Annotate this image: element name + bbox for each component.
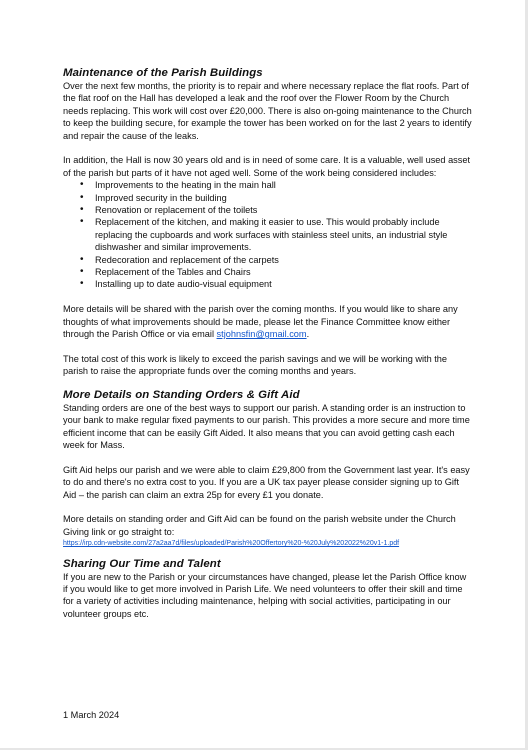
list-item: • Redecoration and replacement of the carpets bbox=[95, 254, 473, 266]
footer-date: 1 March 2024 bbox=[63, 710, 120, 720]
list-item: • Installing up to date audio-visual equipment bbox=[95, 278, 473, 290]
list-item: • Renovation or replacement of the toilets bbox=[95, 204, 473, 216]
offertory-pdf-link[interactable]: https://irp.cdn-website.com/27a2aa7d/files/uploaded/Parish%20Offertory%20-%20July%202022%20v1-1.pdf bbox=[63, 540, 400, 548]
list-item: • Improvements to the heating in the main hall bbox=[95, 179, 473, 191]
standing-orders-paragraph-1: Standing orders are one of the best ways to support our parish. A standing order is an instruction to your bank to make regular fixed payments to our parish. This provides a more secure and more time efficient income that can be easily Gift Aided. It also means that you can avoid getting cash each week for Mass. bbox=[63, 402, 470, 450]
maintenance-paragraph-1: Over the next few months, the priority is to repair and where necessary replace the flat roofs. Part of the flat roof on the Hall has developed a leak and the roof over the Flower Room by the Church needs replacing. This work will cost over £20,000. There is also on-going maintenance to the Church to keep the building secure, for example the tower has been worked on for the last 2 years to identify and repair the cause of the leaks. bbox=[63, 81, 472, 141]
section-heading-standing-orders: More Details on Standing Orders & Gift Aid bbox=[63, 388, 300, 401]
paragraph-text: More details will be shared with the parish over the coming months. If you would like to share any thoughts of what improvements should be made, please let the Finance Committee know either through the Parish Office or via email bbox=[63, 304, 458, 340]
section-heading-maintenance: Maintenance of the Parish Buildings bbox=[63, 67, 263, 79]
document-body bbox=[63, 66, 473, 620]
spacer bbox=[63, 291, 473, 303]
list-item: • Replacement of the kitchen, and making it easier to use. This would probably include replacing the cupboards and work surfaces with stainless steel units, an industrial style dishwasher and similar improvements. bbox=[95, 216, 473, 253]
maintenance-paragraph-3 bbox=[63, 303, 473, 340]
spacer bbox=[63, 451, 473, 463]
list-item: • Improved security in the building bbox=[95, 192, 473, 204]
list-item: • Replacement of the Tables and Chairs bbox=[95, 266, 473, 278]
section-heading-sharing: Sharing Our Time and Talent bbox=[63, 557, 221, 570]
gift-aid-paragraph: Gift Aid helps our parish and we were able to claim £29,800 from the Government last year. It's easy to do and there's no extra cost to you. If you are a UK tax payer please consider signing up to Gift Aid – the parish can claim an extra 25p for every £1 you donate. bbox=[63, 464, 470, 500]
work-items-list bbox=[63, 179, 473, 291]
sharing-paragraph: If you are new to the Parish or your circumstances have changed, please let the Parish Office know if you would like to get more involved in Parish Life. We need volunteers to offer their skill and time for a variety of activities including maintenance, helping with social activities, participating in our volunteer groups etc. bbox=[63, 571, 467, 619]
standing-orders-paragraph-3: More details on standing order and Gift Aid can be found on the parish website under the Church Giving link or go straight to: bbox=[63, 514, 456, 537]
spacer bbox=[63, 341, 473, 353]
email-link[interactable]: stjohnsfin@gmail.com bbox=[216, 329, 307, 340]
spacer bbox=[63, 378, 473, 388]
spacer bbox=[63, 142, 473, 154]
maintenance-paragraph-2: In addition, the Hall is now 30 years old and is in need of some care. It is a valuable, well used asset of the parish but parts of it have not aged well. Some of the work being considered includes: bbox=[63, 155, 471, 178]
maintenance-paragraph-4: The total cost of this work is likely to exceed the parish savings and we will be working with the parish to raise the appropriate funds over the coming months and years. bbox=[63, 353, 448, 377]
spacer bbox=[63, 501, 473, 513]
paragraph-text: . bbox=[306, 329, 310, 340]
